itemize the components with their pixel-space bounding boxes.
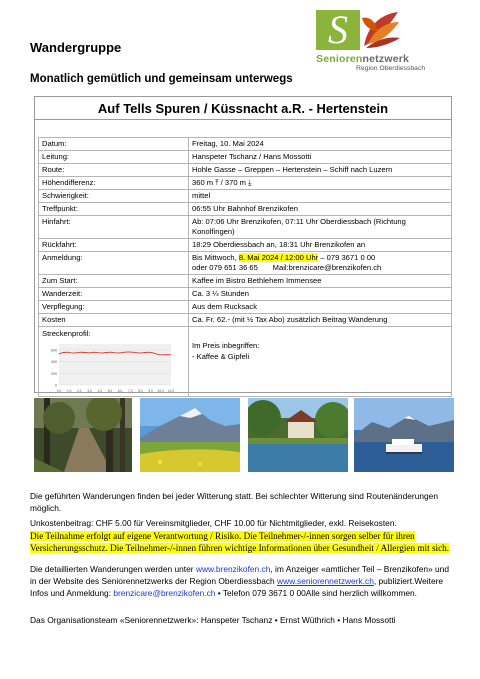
x-tick-label: 0.0 — [56, 389, 62, 393]
prices-included — [192, 340, 259, 362]
prices-cell — [189, 327, 452, 397]
table-row — [39, 327, 452, 397]
seniorennetzwerk-logo — [316, 10, 434, 72]
team-note: Das Organisationsteam «Seniorennetzwerk»: Hanspeter Tschanz • Ernst Wüthrich • Hans Mossotti — [30, 615, 396, 625]
photo-strip — [34, 398, 454, 472]
seniorennetzwerk-link[interactable]: www.seniorennetzwerk.ch — [277, 576, 374, 586]
anmeldung-contact: oder 079 651 36 65 Mail:brenzicare@brenzikofen.ch — [192, 263, 382, 272]
publication-text-a: Die detaillierten Wanderungen werden unter — [30, 564, 196, 574]
row-label: Treffpunkt: — [39, 203, 189, 216]
x-tick-label: 9.0 — [148, 389, 153, 393]
row-label: Hinfahrt: — [39, 216, 189, 239]
anmeldung-deadline: 8. Mai 2024 / 12:00 Uhr — [238, 253, 319, 262]
row-value: Ca. Fr. 62.- (mit ½ Tax Abo) zusätzlich Beitrag Wanderung — [189, 314, 452, 327]
row-value: 06:55 Uhr Bahnhof Brenzikofen — [189, 203, 452, 216]
hike-details-table — [38, 137, 452, 397]
anmeldung-prefix: Bis Mittwoch, — [192, 253, 239, 262]
publication-note — [30, 563, 456, 599]
x-tick-label: 2.0 — [77, 389, 82, 393]
prices-heading: Im Preis inbegriffen: — [192, 341, 260, 350]
table-row — [39, 275, 452, 288]
y-tick-label: 400 — [51, 360, 57, 365]
logo-wordmark — [316, 53, 409, 65]
row-label: Anmeldung: — [39, 252, 189, 275]
x-tick-label: 6.0 — [117, 389, 123, 393]
row-value: Ca. 3 ¼ Stunden — [189, 288, 452, 301]
table-row — [39, 288, 452, 301]
weather-note: Die geführten Wanderungen finden bei jeder Witterung statt. Bei schlechter Witterung sind Routenänderungen möglich. — [30, 491, 438, 513]
anmeldung-phone: – 079 3671 0 00 — [318, 253, 376, 262]
table-row — [39, 151, 452, 164]
row-label: Wanderzeit: — [39, 288, 189, 301]
row-value: Ab: 07:06 Uhr Brenzikofen, 07:11 Uhr Oberdiessbach (Richtung Konolfingen) — [189, 216, 452, 239]
row-label: Datum: — [39, 138, 189, 151]
x-tick-label: 4.0 — [97, 389, 102, 393]
liability-warning-text: Die Teilnahme erfolgt auf eigene Verantwortung / Risiko. Die Teilnehmer-/-innen sorgen selber für ihren Versicherungsschutz. Die Teilnehmer-/-innen führen wichtige Informationen über Gesundheit / Allergien mit sich. — [30, 531, 450, 553]
profile-label: Streckenprofil: — [42, 329, 91, 338]
row-value: Freitag, 10. Mai 2024 — [189, 138, 452, 151]
forest-path-photo — [34, 398, 132, 472]
row-value: mittel — [189, 190, 452, 203]
page-subtitle: Monatlich gemütlich und gemeinsam unterwegs — [30, 73, 293, 85]
lake-boat-photo — [354, 398, 454, 472]
table-row — [39, 252, 452, 275]
row-value: Aus dem Rucksack — [189, 301, 452, 314]
y-tick-label: 200 — [51, 371, 57, 376]
hike-info-box — [34, 96, 452, 393]
cost-note: Unkostenbeitrag: CHF 5.00 für Vereinsmitglieder, CHF 10.00 für Nichtmitglieder, exkl. Reisekosten. — [30, 518, 397, 528]
row-label: Schwierigkeit: — [39, 190, 189, 203]
logo-region: Region Oberdiessbach — [356, 65, 426, 72]
x-tick-label: 10.0 — [157, 389, 164, 393]
hike-title: Auf Tells Spuren / Küssnacht a.R. - Hertenstein — [97, 101, 389, 116]
row-value: Hohle Gasse – Greppen – Hertenstein – Schiff nach Luzern — [189, 164, 452, 177]
x-tick-label: 7.0 — [128, 389, 133, 393]
svg-text:S: S — [328, 10, 348, 50]
x-tick-label: 11.0 — [168, 389, 174, 393]
row-value: Hanspeter Tschanz / Hans Mossotti — [189, 151, 452, 164]
row-label: Leitung: — [39, 151, 189, 164]
row-label: Kosten — [39, 314, 189, 327]
row-value: Kaffee im Bistro Bethlehem Immensee — [189, 275, 452, 288]
x-tick-label: 3.0 — [87, 389, 92, 393]
logo-name-part1: Senioren — [316, 53, 363, 65]
row-value-anmeldung — [189, 252, 452, 275]
brenzikofen-link[interactable]: www.brenzikofen.ch — [195, 564, 271, 574]
y-tick-label: 0 — [55, 383, 57, 388]
table-row — [39, 314, 452, 327]
table-row — [39, 138, 452, 151]
x-tick-label: 1.0 — [66, 389, 72, 393]
table-row — [39, 216, 452, 239]
page-title: Wandergruppe — [30, 40, 122, 55]
liability-warning — [30, 530, 456, 554]
table-row — [39, 190, 452, 203]
row-label: Verpflegung: — [39, 301, 189, 314]
table-row — [39, 203, 452, 216]
row-label: Rückfahrt: — [39, 239, 189, 252]
row-value: 360 m ⤒ / 370 m ⤓ — [189, 177, 452, 190]
table-row — [39, 301, 452, 314]
chart-plot-area — [59, 344, 171, 385]
mountain-meadow-photo — [140, 398, 240, 472]
elevation-profile-chart — [45, 340, 175, 395]
table-row — [39, 239, 452, 252]
x-tick-label: 5.0 — [107, 389, 113, 393]
x-tick-label: 8.0 — [138, 389, 143, 393]
prices-item: - Kaffee & Gipfeli — [192, 352, 250, 361]
row-value: 18:29 Oberdiessbach an, 18:31 Uhr Brenzikofen an — [189, 239, 452, 252]
title-divider — [35, 119, 451, 120]
publication-text-b: , im Anzeiger «amtlicher Teil – Brenzikofen» und in der Website des Seniorennetzwerks der Region Oberdiessbach — [30, 564, 449, 586]
table-row — [39, 164, 452, 177]
table-row — [39, 177, 452, 190]
email-link[interactable]: brenzicare@brenzikofen.ch — [113, 588, 216, 598]
row-label: Zum Start: — [39, 275, 189, 288]
row-label: Höhendifferenz: — [39, 177, 189, 190]
logo-name-part2: netzwerk — [362, 53, 410, 65]
y-tick-label: 600 — [51, 348, 57, 353]
lake-house-photo — [248, 398, 348, 472]
publication-text-c: , publiziert.Weitere Infos und Anmeldung: — [30, 576, 444, 598]
leaf-s-logo-icon — [316, 10, 400, 50]
publication-text-d: • Telefon 079 3671 0 00Alle sind herzlich willkommen. — [215, 588, 417, 598]
profile-cell — [39, 327, 189, 397]
row-label: Route: — [39, 164, 189, 177]
